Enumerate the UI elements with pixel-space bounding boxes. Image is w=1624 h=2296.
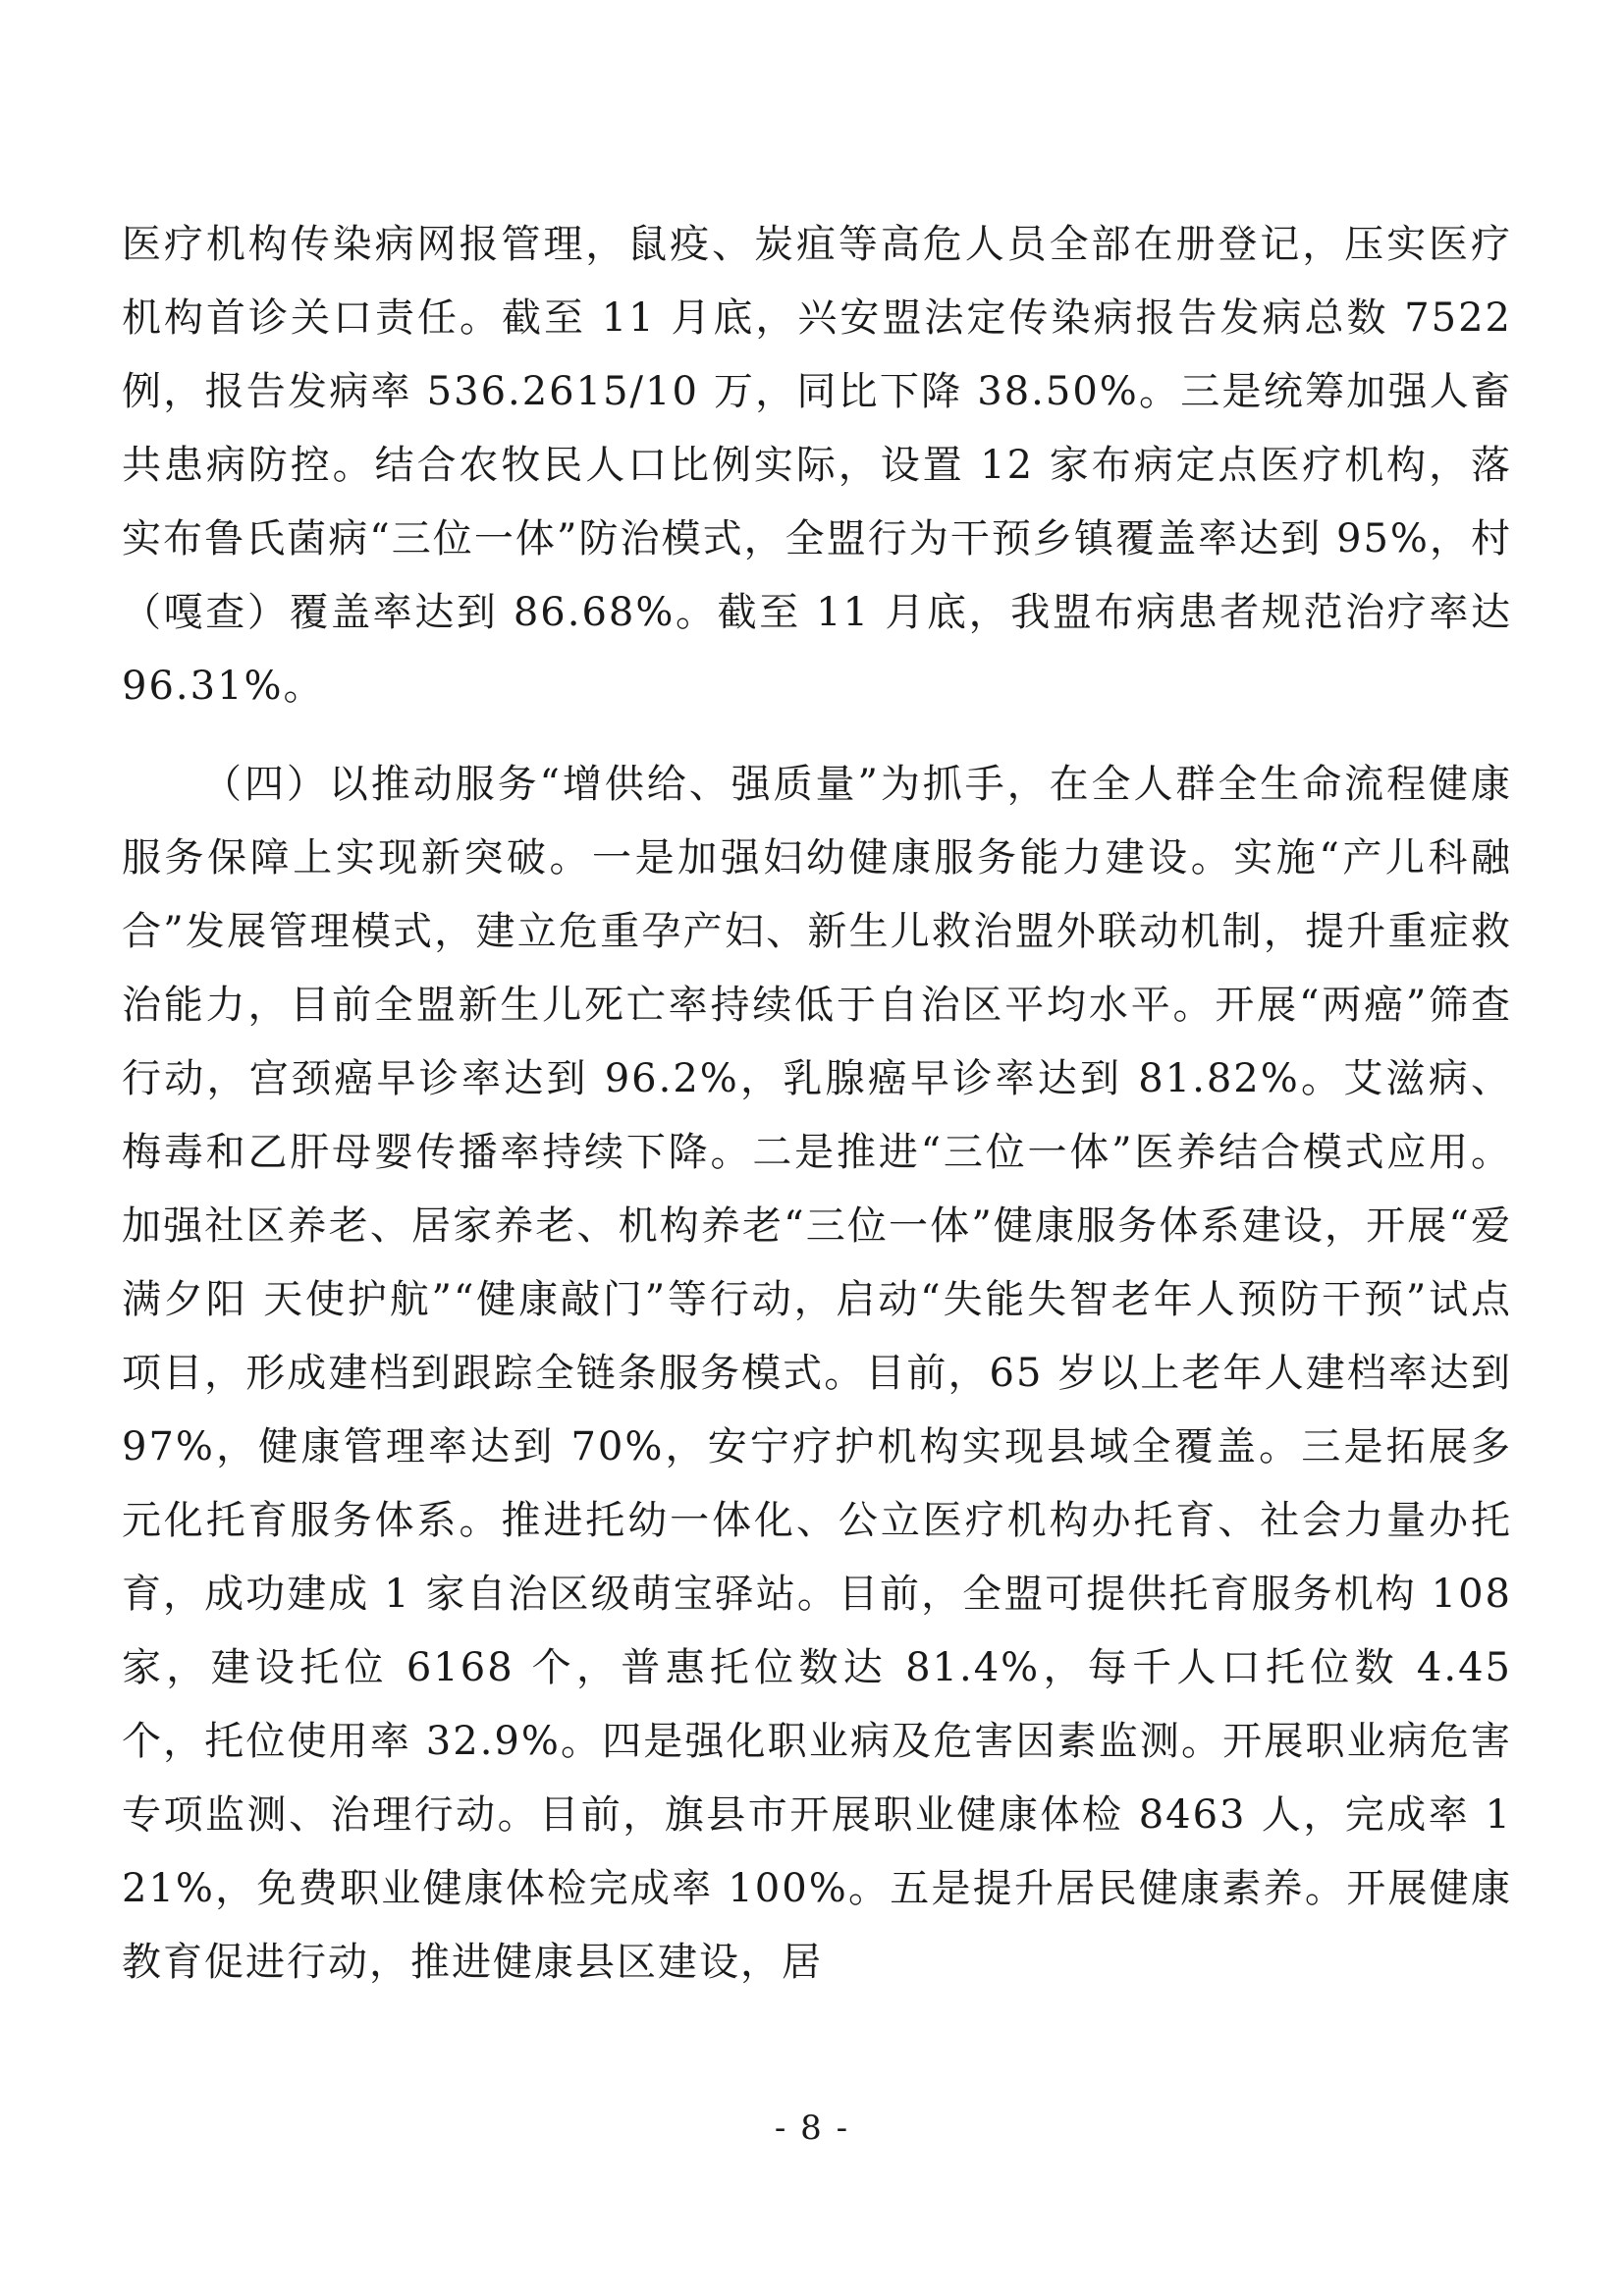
paragraph-section-four: （四）以推动服务“增供给、强质量”为抓手，在全人群全生命流程健康服务保障上实现新突破。一是加强妇幼健康服务能力建设。实施“产儿科融合”发展管理模式，建立危重孕产妇、新生儿救治盟外联动机制，提升重症救治能力，目前全盟新生儿死亡率持续低于自治区平均水平。开展“两癌”筛查行动，宫颈癌早诊率达到 96.2%，乳腺癌早诊率达到 81.82%。艾滋病、梅毒和乙肝母婴传播率持续下降。二是推进“三位一体”医养结合模式应用。加强社区养老、居家养老、机构养老“三位一体”健康服务体系建设，开展“爱满夕阳 天使护航”“健康敲门”等行动，启动“失能失智老年人预防干预”试点项目，形成建档到跟踪全链条服务模式。目前，65 岁以上老年人建档率达到 97%，健康管理率达到 70%，安宁疗护机构实现县域全覆盖。三是拓展多元化托育服务体系。推进托幼一体化、公立医疗机构办托育、社会力量办托育，成功建成 1 家自治区级萌宝驿站。目前，全盟可提供托育服务机构 108 家，建设托位 6168 个，普惠托位数达 81.4%，每千人口托位数 4.45 个，托位使用率 32.9%。四是强化职业病及危害因素监测。开展职业病危害专项监测、治理行动。目前，旗县市开展职业健康体检 8463 人，完成率 121%，免费职业健康体检完成率 100%。五是提升居民健康素养。开展健康教育促进行动，推进健康县区建设，居 [122,762,1512,1985]
paragraph-continued: 医疗机构传染病网报管理，鼠疫、炭疽等高危人员全部在册登记，压实医疗机构首诊关口责任。截至 11 月底，兴安盟法定传染病报告发病总数 7522 例，报告发病率 536.2615/10 万，同比下降 38.50%。三是统筹加强人畜共患病防控。结合农牧民人口比例实际，设置 12 家布病定点医疗机构，落实布鲁氏菌病“三位一体”防治模式，全盟行为干预乡镇覆盖率达到 95%，村（嘎查）覆盖率达到 86.68%。截至 11 月底，我盟布病患者规范治疗率达 96.31%。 [122,222,1512,709]
page-number: - 8 - [774,2109,850,2148]
body-text [122,208,1512,2000]
